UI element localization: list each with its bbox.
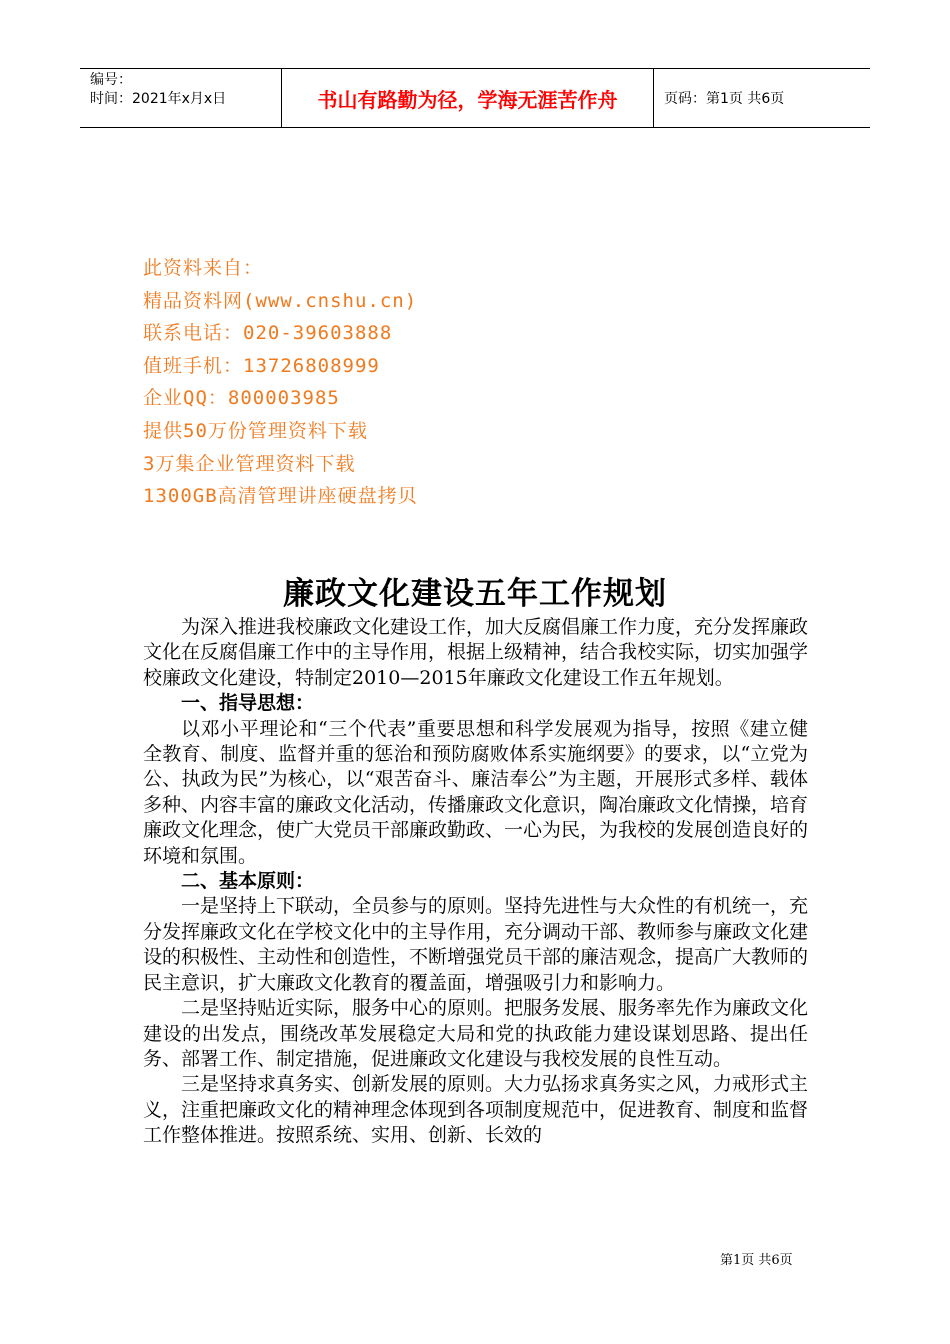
source-info-block — [143, 252, 418, 513]
document-title: 廉政文化建设五年工作规划 — [283, 576, 667, 612]
intro-paragraph: 为深入推进我校廉政文化建设工作，加大反腐倡廉工作力度，充分发挥廉政文化在反腐倡廉工作中的主导作用，根据上级精神，结合我校实际，切实加强学校廉政文化建设，特制定2010—2015年廉政文化建设工作五年规划。 — [143, 616, 809, 689]
number-label: 编号： — [90, 72, 132, 88]
source-line: 1300GB高清管理讲座硬盘拷贝 — [143, 485, 418, 508]
date-label: 时间：2021年x月x日 — [90, 91, 227, 107]
header-motto: 书山有路勤为径，学海无涯苦作舟 — [282, 69, 654, 127]
source-line: 值班手机：13726808999 — [143, 354, 380, 377]
page-header — [80, 68, 870, 128]
source-line: 3万集企业管理资料下载 — [143, 452, 356, 475]
section-heading: 一、指导思想： — [181, 692, 315, 715]
source-line: 提供50万份管理资料下载 — [143, 419, 368, 442]
principle-paragraph: 三是坚持求真务实、创新发展的原则。大力弘扬求真务实之风，力戒形式主义，注重把廉政文化的精神理念体现到各项制度规范中，促进教育、制度和监督工作整体推进。按照系统、实用、创新、长效的 — [143, 1073, 809, 1147]
section-heading: 二、基本原则： — [181, 870, 315, 893]
header-page-info: 页码：第1页 共6页 — [664, 91, 785, 107]
principle-paragraph: 二是坚持贴近实际，服务中心的原则。把服务发展、服务率先作为廉政文化建设的出发点，围绕改革发展稳定大局和党的执政能力建设谋划思路、提出任务、部署工作、制定措施，促进廉政文化建设与我校发展的良性互动。 — [143, 997, 809, 1070]
guideline-paragraph: 以邓小平理论和“三个代表”重要思想和科学发展观为指导，按照《建立健全教育、制度、监督并重的惩治和预防腐败体系实施纲要》的要求，以“立党为公、执政为民”为核心，以“艰苦奋斗、廉洁奉公”为主题，开展形式多样、载体多种、内容丰富的廉政文化活动，传播廉政文化意识，陶冶廉政文化情操，培育廉政文化理念，使广大党员干部廉政勤政、一心为民，为我校的发展创造良好的环境和氛围。 — [143, 717, 809, 867]
page-footer: 第1页 共6页 — [720, 1253, 793, 1268]
header-meta-cell — [80, 69, 282, 127]
document-body — [143, 615, 808, 1149]
source-line: 企业QQ：800003985 — [143, 387, 340, 410]
source-line: 精品资料网(www.cnshu.cn) — [143, 289, 418, 312]
source-line: 联系电话：020-39603888 — [143, 322, 393, 345]
principle-paragraph: 一是坚持上下联动，全员参与的原则。坚持先进性与大众性的有机统一，充分发挥廉政文化在学校文化中的主导作用，充分调动干部、教师参与廉政文化建设的积极性、主动性和创造性，不断增强党员干部的廉洁观念，提高广大教师的民主意识，扩大廉政文化教育的覆盖面，增强吸引力和影响力。 — [143, 895, 809, 994]
source-line: 此资料来自： — [143, 257, 264, 279]
